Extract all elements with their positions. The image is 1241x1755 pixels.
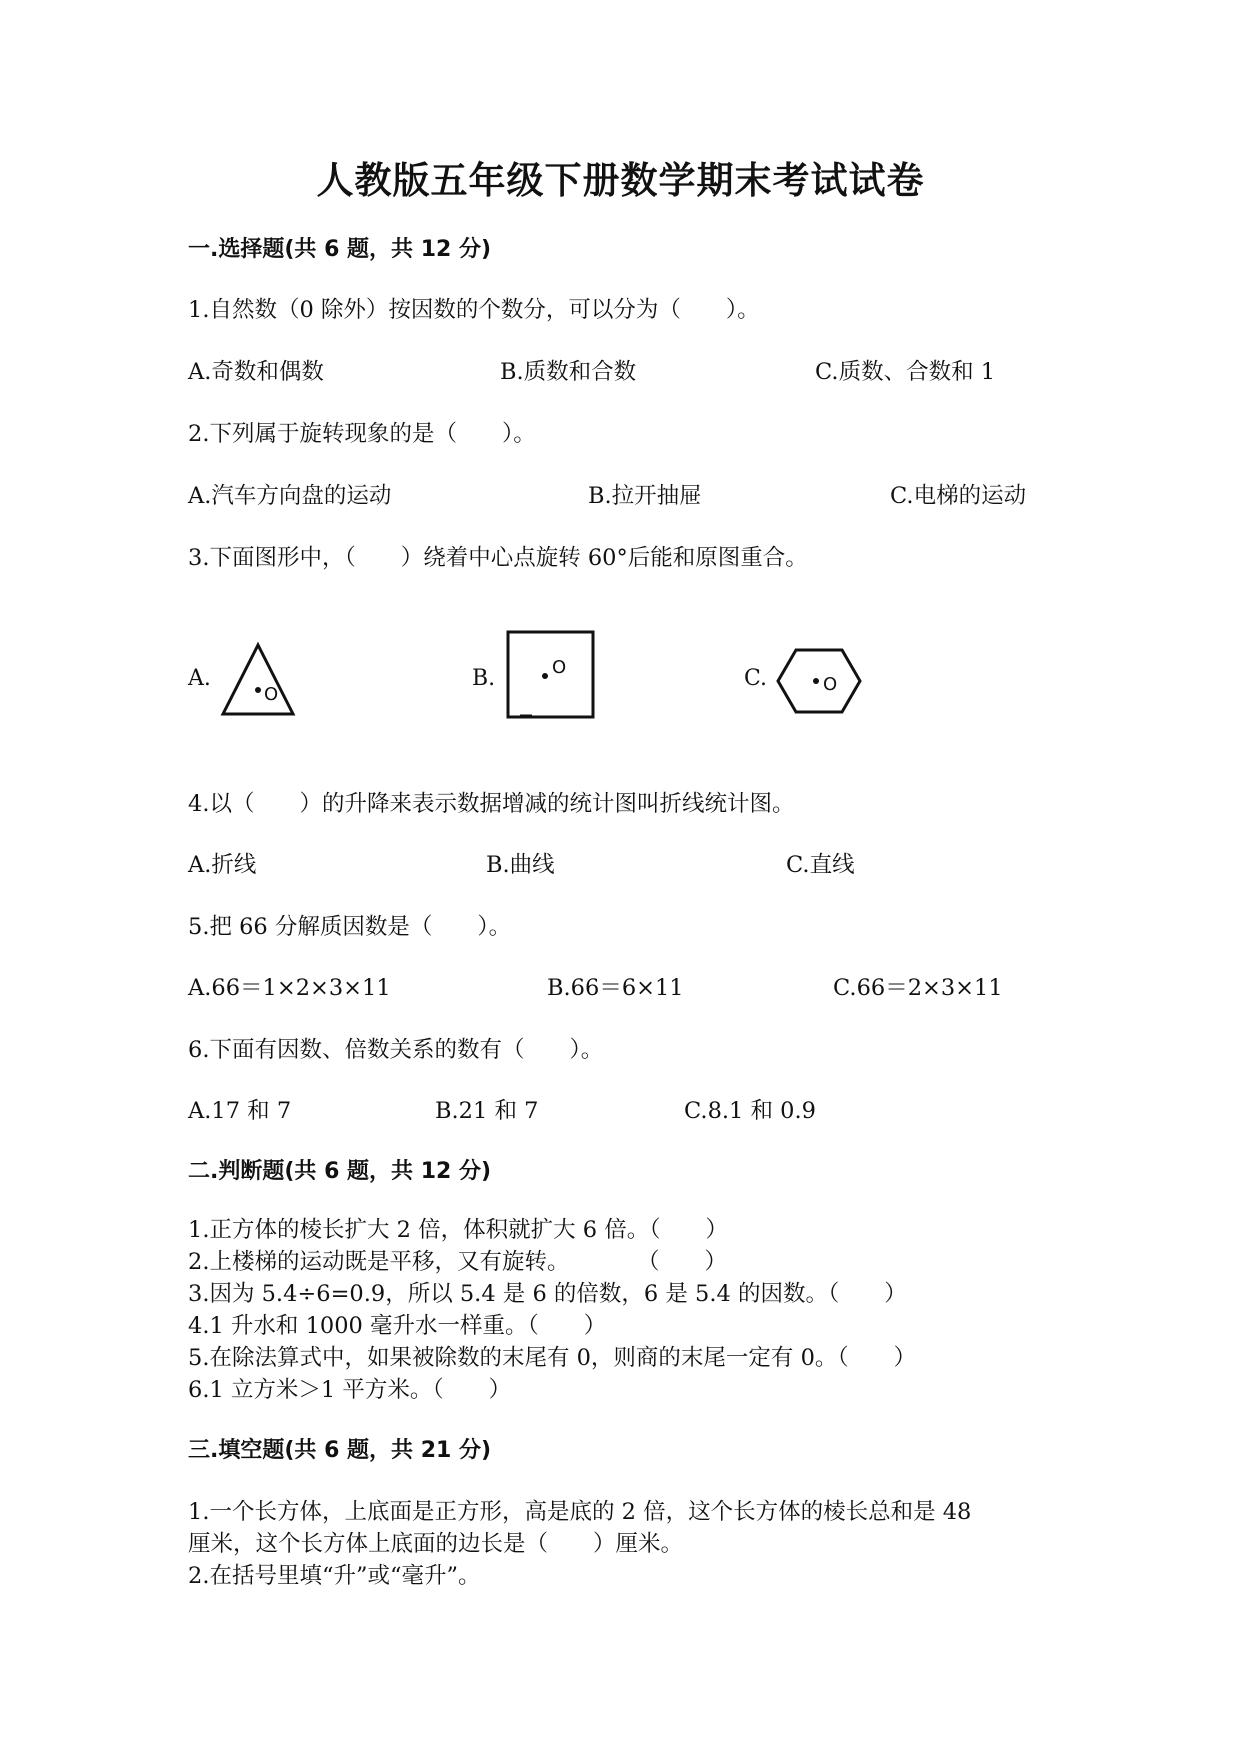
section-heading-fill-blank: 三.填空题(共 6 题，共 21 分): [188, 1438, 492, 1463]
option-c: C.质数、合数和 1: [815, 359, 996, 385]
statement-line: 3.因为 5.4÷6=0.9，所以 5.4 是 6 的倍数，6 是 5.4 的因数。（ ）: [188, 1281, 907, 1307]
statement-line: 4.1 升水和 1000 毫升水一样重。（ ）: [188, 1313, 607, 1339]
triangle-figure: [218, 640, 298, 720]
center-mark-label: O: [264, 684, 279, 705]
statement-line: 5.在除法算式中，如果被除数的末尾有 0，则商的末尾一定有 0。（ ）: [188, 1345, 917, 1371]
statement-line: 2.上楼梯的运动既是平移，又有旋转。 （ ）: [188, 1249, 727, 1275]
statement-line: 1.正方体的棱长扩大 2 倍，体积就扩大 6 倍。（ ）: [188, 1217, 728, 1243]
statement-line: 6.1 立方米＞1 平方米。（ ）: [188, 1377, 512, 1403]
question-text: 5.把 66 分解质因数是（ ）。: [188, 914, 512, 940]
center-mark-label: O: [552, 657, 567, 678]
section-heading-choice: 一.选择题(共 6 题，共 12 分): [188, 237, 492, 262]
section-heading-true-false: 二.判断题(共 6 题，共 12 分): [188, 1159, 492, 1184]
hexagon-figure: [774, 646, 864, 716]
option-a: A.汽车方向盘的运动: [188, 483, 392, 509]
option-b: B.: [472, 666, 496, 691]
option-a: A.66＝1×2×3×11: [188, 975, 391, 1001]
option-c: C.: [744, 666, 768, 691]
square-figure: [500, 628, 600, 724]
option-a: A.奇数和偶数: [188, 359, 324, 385]
option-c: C.66＝2×3×11: [833, 975, 1003, 1001]
option-c: C.电梯的运动: [890, 483, 1027, 509]
option-a: A.17 和 7: [188, 1098, 292, 1124]
question-text: 6.下面有因数、倍数关系的数有（ ）。: [188, 1037, 604, 1063]
question-text: 1.自然数（0 除外）按因数的个数分，可以分为（ ）。: [188, 297, 760, 323]
question-text: 3.下面图形中，（ ）绕着中心点旋转 60°后能和原图重合。: [188, 545, 808, 571]
option-a: A.折线: [188, 852, 257, 878]
option-b: B.拉开抽屉: [588, 483, 702, 509]
option-c: C.直线: [786, 852, 855, 878]
question-text: 4.以（ ）的升降来表示数据增减的统计图叫折线统计图。: [188, 791, 795, 817]
option-b: B.66＝6×11: [547, 975, 684, 1001]
page-title: 人教版五年级下册数学期末考试试卷: [316, 159, 925, 202]
option-c: C.8.1 和 0.9: [684, 1098, 816, 1124]
question-text: 2.下列属于旋转现象的是（ ）。: [188, 421, 536, 447]
center-mark-label: O: [823, 674, 838, 695]
question-text: 厘米，这个长方体上底面的边长是（ ）厘米。: [188, 1531, 684, 1557]
question-text: 2.在括号里填“升”或“毫升”。: [188, 1563, 481, 1589]
option-b: B.曲线: [486, 852, 555, 878]
question-text: 1.一个长方体，上底面是正方形，高是底的 2 倍，这个长方体的棱长总和是 48: [188, 1499, 972, 1525]
option-b: B.质数和合数: [500, 359, 637, 385]
option-a: A.: [188, 666, 211, 691]
option-b: B.21 和 7: [435, 1098, 539, 1124]
